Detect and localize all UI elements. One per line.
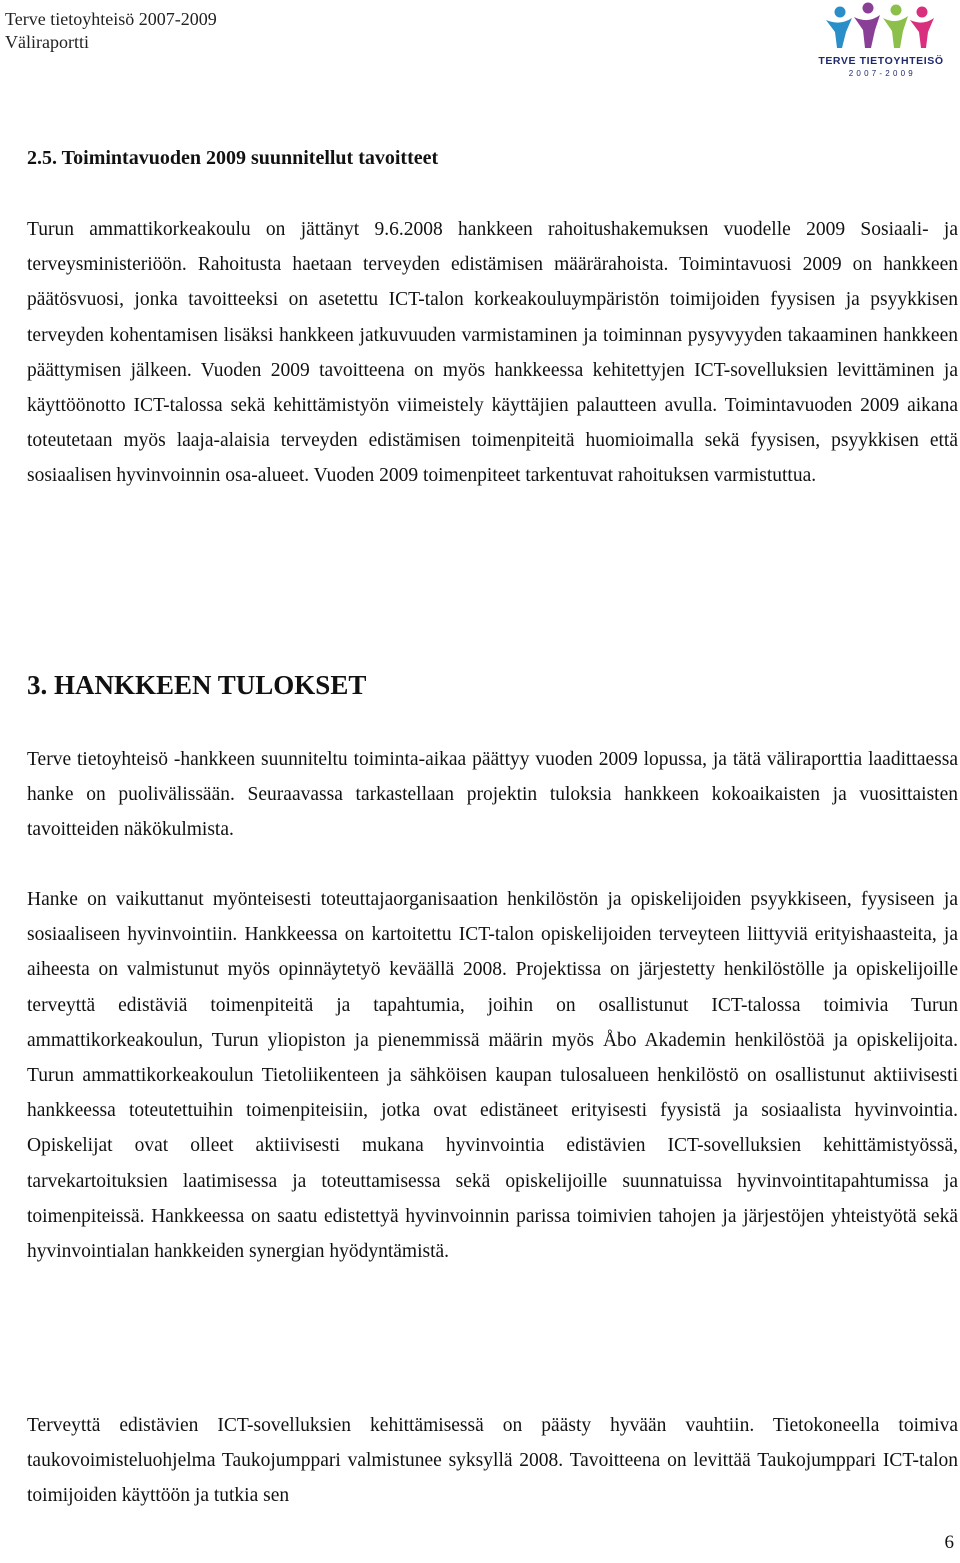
results-heading: 3. HANKKEEN TULOKSET [27,670,367,700]
header-title: Terve tietoyhteisö 2007-2009 [5,9,217,29]
terve-tietoyhteiso-logo [806,0,956,82]
header-subtitle: Väliraportti [5,32,89,52]
logo-years: 2 0 0 7 - 2 0 0 9 [848,69,914,78]
logo-text: TERVE TIETOYHTEISÖ [818,55,944,67]
results-paragraph-2: Hanke on vaikuttanut myönteisesti toteuttajaorganisaation henkilöstön ja opiskelijoiden psyykkiseen, fyysiseen ja sosiaaliseen hyvinvointiin. Hankkeessa on kartoitettu ICT-talon opiskelijoiden terveyteen liittyviä erityishaasteita, ja aiheesta on valmistunut myös opinnäytetyö keväällä 2008. Projektissa on järjestetty henkilöstölle ja opiskelijoille terveyttä edistäviä toimenpiteitä ja tapahtumia, joihin on osallistunut ICT-talossa toimivia Turun ammattikorkeakoulun, Turun yliopiston ja pienemmissä määrin myös Åbo Akademin henkilöstöä ja opiskelijoita. Turun ammattikorkeakoulun Tietoliikenteen ja sähköisen kaupan tulosalueen henkilöstö on osallistunut aktiivisesti hankkeessa toteutettuihin toimenpiteisiin, jotka ovat edistäneet erityisesti fyysistä ja sosiaalista hyvinvointia. Opiskelijat ovat olleet aktiivisesti mukana hyvinvointia edistävien ICT-sovelluksien kehittämistyössä, tarvekartoituksien laatimisessa ja toteuttamisessa sekä opiskelijoille suunnatuissa hyvinvointitapahtumissa ja toimenpiteissä. Hankkeessa on saatu edistettyä hyvinvoinnin parissa toimivien tahojen ja järjestöjen yhteistyötä sekä hyvinvointialan hankkeiden synergian hyödyntämistä. [27,889,958,1263]
page-number: 6 [944,1532,954,1553]
running-header [5,8,217,54]
logo-figures-icon [806,0,956,82]
results-paragraph-1: Terve tietoyhteisö -hankkeen suunniteltu toiminta-aikaa päättyy vuoden 2009 lopussa, ja tätä väliraporttia laadittaessa hanke on puolivälissään. Seuraavassa tarkastellaan projektin tuloksia hankkeen kokoaikaisten ja vuosittaisten tavoitteiden näkökulmista. [27,749,958,841]
results-paragraph-3: Terveyttä edistävien ICT-sovelluksien kehittämisessä on päästy hyvään vauhtiin. Tietokoneella toimiva taukovoimisteluohjelma Taukojumppari valmistunee syksyllä 2008. Tavoitteena on levittää Taukojumppari ICT-talon toimijoiden käyttöön ja tutkia sen [27,1415,958,1507]
section-heading: 2.5. Toimintavuoden 2009 suunnitellut tavoitteet [27,147,439,169]
section-paragraph: Turun ammattikorkeakoulu on jättänyt 9.6.2008 hankkeen rahoitushakemuksen vuodelle 2009 Sosiaali- ja terveysministeriöön. Rahoitusta haetaan terveyden edistämisen määrärahoista. Toimintavuosi 2009 on hankkeen päätösvuosi, jonka tavoitteeksi on asetettu ICT-talon korkeakouluympäristön toimijoiden fyysisen ja psyykkisen terveyden kohentamisen lisäksi hankkeen jatkuvuuden varmistaminen ja toiminnan pysyvyyden takaaminen hankkeen päättymisen jälkeen. Vuoden 2009 tavoitteena on myös hankkeessa kehitettyjen ICT-sovelluksien levittäminen ja käyttöönotto ICT-talossa sekä kehittämistyön viimeistely käyttäjien palautteen avulla. Toimintavuoden 2009 aikana toteutetaan myös laaja-alaisia terveyden edistämisen toimenpiteitä huomioimalla sekä fyysisen, psyykkisen että sosiaalisen hyvinvoinnin osa-alueet. Vuoden 2009 toimenpiteet tarkentuvat rahoituksen varmistuttua. [27,219,958,487]
